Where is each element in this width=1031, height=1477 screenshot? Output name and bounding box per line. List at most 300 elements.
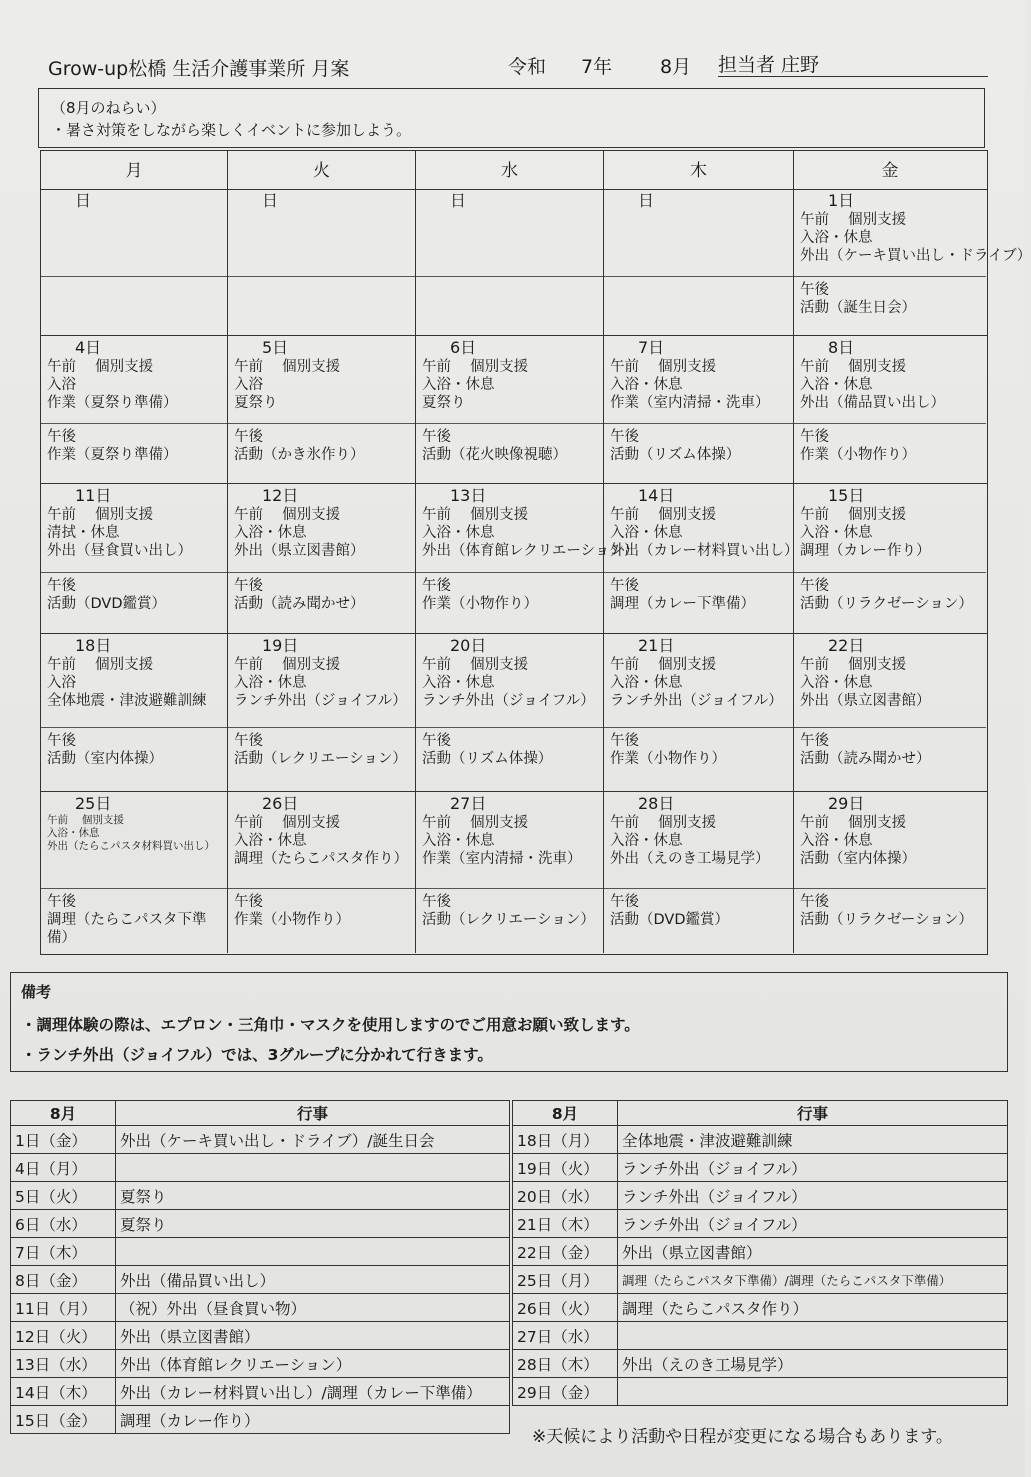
schedule-line: 午前 個別支援 <box>47 657 154 673</box>
schedule-line: 午後 <box>234 429 263 446</box>
event-description: ランチ外出（ジョイフル） <box>618 1182 1008 1210</box>
schedule-line: 午後 <box>422 578 451 595</box>
calendar-day-cell <box>604 484 799 633</box>
day-number: 15日 <box>828 486 865 505</box>
schedule-line: 午前 個別支援 <box>422 507 529 523</box>
event-row <box>11 1210 510 1238</box>
weekday-header: 金 <box>881 161 899 181</box>
event-date: 14日（木） <box>11 1378 116 1406</box>
calendar-week-row <box>41 336 987 484</box>
event-date: 15日（金） <box>11 1406 116 1434</box>
schedule-line: 作業（夏祭り準備） <box>47 395 178 411</box>
afternoon-schedule <box>604 889 793 953</box>
event-row <box>11 1182 510 1210</box>
event-date: 4日（月） <box>11 1154 116 1182</box>
afternoon-schedule <box>604 424 793 483</box>
aim-title: （8月のねらい） <box>51 99 166 117</box>
calendar-day-cell <box>416 634 604 791</box>
calendar-day-cell <box>41 189 228 335</box>
event-description <box>618 1322 1008 1350</box>
event-date: 19日（火） <box>513 1154 618 1182</box>
calendar-day-cell <box>416 336 604 483</box>
day-number: 日 <box>638 191 655 210</box>
schedule-line: 午後 <box>610 578 639 595</box>
event-row <box>11 1406 510 1434</box>
morning-schedule <box>604 634 793 728</box>
schedule-line: 作業（小物作り） <box>234 911 350 928</box>
monthly-aim-box <box>38 88 985 148</box>
afternoon-schedule <box>41 277 227 335</box>
schedule-line: ランチ外出（ジョイフル） <box>610 693 783 709</box>
event-description: 夏祭り <box>116 1182 510 1210</box>
event-row <box>11 1266 510 1294</box>
day-number: 25日 <box>75 794 112 813</box>
schedule-line: 調理（たらこパスタ下準備） <box>47 911 207 946</box>
calendar-week-row <box>41 792 987 953</box>
schedule-line: 活動（読み聞かせ） <box>234 596 365 613</box>
calendar-day-cell <box>228 336 416 483</box>
morning-schedule <box>604 189 793 277</box>
remarks-title: 備考 <box>21 983 52 1001</box>
event-row <box>11 1154 510 1182</box>
event-row <box>11 1350 510 1378</box>
event-row <box>513 1126 1008 1154</box>
event-description: 外出（県立図書館） <box>618 1238 1008 1266</box>
morning-schedule <box>41 634 227 728</box>
schedule-line: 全体地震・津波避難訓練 <box>47 693 207 709</box>
event-description: 全体地震・津波避難訓練 <box>618 1126 1008 1154</box>
schedule-line: 入浴 <box>47 675 76 691</box>
schedule-line: 午前 個別支援 <box>610 657 717 673</box>
morning-schedule <box>228 484 415 573</box>
event-row <box>513 1378 1008 1406</box>
schedule-line: 外出（県立図書館） <box>234 543 365 559</box>
schedule-line: 活動（かき氷作り） <box>234 447 365 464</box>
calendar-day-cell <box>604 634 794 791</box>
afternoon-schedule <box>416 277 603 335</box>
schedule-line: 午後 <box>47 578 76 595</box>
calendar-day-cell <box>416 792 604 953</box>
event-date: 28日（木） <box>513 1350 618 1378</box>
calendar-day-cell <box>794 336 986 483</box>
calendar-day-cell <box>794 189 1031 335</box>
schedule-line: 午前 個別支援 <box>610 815 717 831</box>
schedule-line: 入浴・休息 <box>800 833 873 849</box>
afternoon-schedule <box>604 277 793 335</box>
events-date-header: 8月 <box>513 1101 618 1126</box>
weekday-header: 火 <box>228 151 416 189</box>
remarks-box <box>10 972 1008 1072</box>
event-row <box>11 1378 510 1406</box>
schedule-line: 活動（室内体操） <box>800 851 916 867</box>
schedule-line: 午前 個別支援 <box>47 359 154 375</box>
schedule-line: 午前 個別支援 <box>610 359 717 375</box>
schedule-line: 午前 個別支援 <box>47 814 124 826</box>
afternoon-schedule <box>416 573 603 633</box>
schedule-line: 午前 個別支援 <box>800 815 907 831</box>
schedule-line: 活動（DVD鑑賞） <box>47 596 166 613</box>
event-date: 25日（月） <box>513 1266 618 1294</box>
schedule-line: 活動（レクリエーション） <box>422 911 595 928</box>
morning-schedule <box>228 634 415 728</box>
schedule-line: 入浴・休息 <box>422 525 495 541</box>
calendar-day-cell <box>794 634 986 791</box>
event-row <box>513 1322 1008 1350</box>
event-description <box>116 1238 510 1266</box>
event-description: 外出（県立図書館） <box>116 1322 510 1350</box>
event-date: 13日（水） <box>11 1350 116 1378</box>
schedule-line: 活動（DVD鑑賞） <box>610 911 729 928</box>
afternoon-schedule <box>416 889 603 953</box>
weekday-header: 木 <box>604 151 794 189</box>
schedule-line: 作業（小物作り） <box>800 447 916 464</box>
events-date-header: 8月 <box>11 1101 116 1126</box>
afternoon-schedule <box>416 424 603 483</box>
morning-schedule <box>228 792 415 889</box>
calendar-week-row <box>41 634 987 792</box>
calendar-day-cell <box>604 189 794 335</box>
event-row <box>513 1266 1008 1294</box>
schedule-line: 入浴・休息 <box>800 377 873 393</box>
year-label: 7年 <box>581 56 613 78</box>
afternoon-schedule <box>604 728 793 791</box>
day-number: 18日 <box>75 636 112 655</box>
schedule-line: 活動（誕生日会） <box>800 299 916 316</box>
schedule-line: 活動（レクリエーション） <box>234 751 407 768</box>
schedule-line: 調理（カレー下準備） <box>610 596 755 613</box>
calendar-day-cell <box>41 634 228 791</box>
schedule-line: 午後 <box>47 429 76 446</box>
schedule-line: 午前 個別支援 <box>610 507 717 523</box>
day-number: 1日 <box>828 191 855 210</box>
morning-schedule <box>604 792 793 889</box>
event-date: 22日（金） <box>513 1238 618 1266</box>
morning-schedule <box>41 189 227 277</box>
schedule-line: 活動（花火映像視聴） <box>422 447 567 464</box>
footnote: ※天候により活動や日程が変更になる場合もあります。 <box>532 1427 953 1447</box>
event-date: 5日（火） <box>11 1182 116 1210</box>
afternoon-schedule <box>604 573 793 633</box>
schedule-line: 入浴・休息 <box>422 377 495 393</box>
calendar-day-cell <box>41 792 228 953</box>
schedule-line: 外出（県立図書館） <box>800 693 931 709</box>
schedule-line: 外出（昼食買い出し） <box>47 543 192 559</box>
schedule-line: 午後 <box>234 893 263 910</box>
schedule-line: 午前 個別支援 <box>422 359 529 375</box>
event-description: 調理（たらこパスタ作り） <box>618 1294 1008 1322</box>
schedule-line: 外出（カレー材料買い出し） <box>610 543 799 559</box>
schedule-line: 活動（室内体操） <box>47 751 163 768</box>
afternoon-schedule <box>794 889 986 953</box>
schedule-line: 調理（カレー作り） <box>800 543 931 559</box>
schedule-line: 午前 個別支援 <box>234 359 341 375</box>
calendar-week-row <box>41 484 987 634</box>
day-number: 日 <box>450 191 467 210</box>
morning-schedule <box>416 792 603 889</box>
era-label: 令和 <box>508 56 547 78</box>
event-row <box>11 1238 510 1266</box>
event-date: 29日（金） <box>513 1378 618 1406</box>
schedule-line: 午前 個別支援 <box>234 657 341 673</box>
morning-schedule <box>228 189 415 277</box>
day-number: 13日 <box>450 486 487 505</box>
event-description <box>116 1154 510 1182</box>
morning-schedule <box>794 634 986 728</box>
event-date: 1日（金） <box>11 1126 116 1154</box>
schedule-line: 入浴 <box>234 377 263 393</box>
staff-label: 担当者 庄野 <box>718 50 988 77</box>
day-number: 7日 <box>638 338 665 357</box>
morning-schedule <box>416 336 603 424</box>
calendar-day-cell <box>228 792 416 953</box>
afternoon-schedule <box>228 889 415 953</box>
event-date: 7日（木） <box>11 1238 116 1266</box>
events-table-left <box>10 1100 510 1434</box>
schedule-line: 午後 <box>610 429 639 446</box>
schedule-line: 午後 <box>800 578 829 595</box>
calendar-grid <box>40 150 1031 955</box>
day-number: 28日 <box>638 794 675 813</box>
schedule-line: 作業（小物作り） <box>422 596 538 613</box>
schedule-line: 夏祭り <box>234 395 278 411</box>
event-row <box>513 1154 1008 1182</box>
afternoon-schedule <box>41 573 227 633</box>
event-description <box>618 1378 1008 1406</box>
schedule-line: 午前 個別支援 <box>234 507 341 523</box>
day-number: 日 <box>262 191 279 210</box>
event-date: 27日（水） <box>513 1322 618 1350</box>
afternoon-schedule <box>794 728 986 791</box>
schedule-line: 入浴・休息 <box>800 675 873 691</box>
schedule-line: 午後 <box>422 893 451 910</box>
schedule-line: 活動（読み聞かせ） <box>800 751 931 768</box>
schedule-line: 作業（小物作り） <box>610 751 726 768</box>
schedule-line: 午前 個別支援 <box>800 657 907 673</box>
schedule-line: 午後 <box>610 893 639 910</box>
morning-schedule <box>41 336 227 424</box>
schedule-line: 入浴・休息 <box>800 230 873 246</box>
schedule-line: 活動（リラクゼーション） <box>800 911 973 928</box>
event-date: 18日（月） <box>513 1126 618 1154</box>
calendar-day-cell <box>604 792 794 953</box>
schedule-line: 午後 <box>800 733 829 750</box>
afternoon-schedule <box>41 889 227 953</box>
schedule-line: 清拭・休息 <box>47 525 120 541</box>
schedule-line: 作業（室内清掃・洗車） <box>610 395 770 411</box>
event-description: 調理（たらこパスタ下準備）/調理（たらこパスタ下準備） <box>618 1266 1008 1294</box>
morning-schedule <box>416 484 639 573</box>
day-number: 6日 <box>450 338 477 357</box>
schedule-line: 午前 個別支援 <box>800 212 907 228</box>
schedule-line: 午後 <box>47 893 76 910</box>
event-row <box>513 1182 1008 1210</box>
schedule-line: 午後 <box>610 733 639 750</box>
event-description: 外出（備品買い出し） <box>116 1266 510 1294</box>
schedule-line: 午後 <box>800 281 829 298</box>
schedule-line: 入浴・休息 <box>800 525 873 541</box>
calendar-day-cell <box>41 336 228 483</box>
schedule-line: 入浴・休息 <box>610 675 683 691</box>
schedule-line: 入浴 <box>47 377 76 393</box>
schedule-line: 活動（リズム体操） <box>610 447 741 464</box>
header <box>48 50 988 90</box>
day-number: 12日 <box>262 486 299 505</box>
schedule-line: 外出（備品買い出し） <box>800 395 945 411</box>
afternoon-schedule <box>794 573 986 633</box>
events-event-header: 行事 <box>618 1101 1008 1126</box>
event-row <box>513 1350 1008 1378</box>
event-row <box>11 1126 510 1154</box>
morning-schedule <box>794 189 1031 277</box>
day-number: 20日 <box>450 636 487 655</box>
schedule-line: 午後 <box>422 733 451 750</box>
afternoon-schedule <box>794 424 986 483</box>
remark-item: ・調理体験の際は、エプロン・三角巾・マスクを使用しますのでご用意お願い致します。 <box>21 1016 640 1034</box>
event-date: 26日（火） <box>513 1294 618 1322</box>
afternoon-schedule <box>228 573 415 633</box>
schedule-line: 作業（夏祭り準備） <box>47 447 178 464</box>
afternoon-schedule <box>41 728 227 791</box>
event-description: 外出（カレー材料買い出し）/調理（カレー下準備） <box>116 1378 510 1406</box>
schedule-line: 入浴・休息 <box>234 833 307 849</box>
event-description: ランチ外出（ジョイフル） <box>618 1210 1008 1238</box>
morning-schedule <box>416 189 603 277</box>
schedule-line: 午前 個別支援 <box>234 815 341 831</box>
schedule-line: 外出（体育館レクリエーション） <box>422 543 639 559</box>
event-description: 外出（体育館レクリエーション） <box>116 1350 510 1378</box>
morning-schedule <box>41 484 227 573</box>
schedule-line: 入浴・休息 <box>422 833 495 849</box>
afternoon-schedule <box>228 277 415 335</box>
schedule-line: 午前 個別支援 <box>47 507 154 523</box>
day-number: 29日 <box>828 794 865 813</box>
event-date: 6日（水） <box>11 1210 116 1238</box>
schedule-line: 午前 個別支援 <box>422 657 529 673</box>
schedule-line: 作業（室内清掃・洗車） <box>422 851 582 867</box>
calendar-day-cell <box>794 792 986 953</box>
day-number: 5日 <box>262 338 289 357</box>
calendar-day-cell <box>604 336 794 483</box>
day-number: 27日 <box>450 794 487 813</box>
calendar-day-cell <box>228 484 416 633</box>
schedule-line: 入浴・休息 <box>422 675 495 691</box>
calendar-day-cell <box>416 189 604 335</box>
calendar-day-cell <box>794 484 986 633</box>
events-event-header: 行事 <box>116 1101 510 1126</box>
schedule-line: 入浴・休息 <box>610 833 683 849</box>
afternoon-schedule <box>416 728 603 791</box>
schedule-line: 調理（たらこパスタ作り） <box>234 851 408 867</box>
remark-item: ・ランチ外出（ジョイフル）では、3グループに分かれて行きます。 <box>21 1046 493 1064</box>
event-row <box>513 1238 1008 1266</box>
morning-schedule <box>604 336 793 424</box>
schedule-line: ランチ外出（ジョイフル） <box>234 693 407 709</box>
event-date: 12日（火） <box>11 1322 116 1350</box>
day-number: 4日 <box>75 338 102 357</box>
afternoon-schedule <box>228 424 415 483</box>
event-description: 外出（ケーキ買い出し・ドライブ）/誕生日会 <box>116 1126 510 1154</box>
schedule-line: 午後 <box>47 733 76 750</box>
schedule-line: 午前 個別支援 <box>800 507 907 523</box>
schedule-line: 午後 <box>234 733 263 750</box>
event-date: 21日（木） <box>513 1210 618 1238</box>
schedule-line: ランチ外出（ジョイフル） <box>422 693 595 709</box>
schedule-line: 午前 個別支援 <box>422 815 529 831</box>
event-row <box>513 1210 1008 1238</box>
event-description: 調理（カレー作り） <box>116 1406 510 1434</box>
calendar-week-row <box>41 189 1031 336</box>
day-number: 14日 <box>638 486 675 505</box>
event-description: ランチ外出（ジョイフル） <box>618 1154 1008 1182</box>
afternoon-schedule <box>794 277 986 335</box>
schedule-line: 入浴・休息 <box>234 525 307 541</box>
schedule-line: 外出（ケーキ買い出し・ドライブ） <box>800 248 1031 264</box>
schedule-line: 午前 個別支援 <box>800 359 907 375</box>
events-table-right <box>512 1100 1008 1406</box>
schedule-line: 外出（えのき工場見学） <box>610 851 770 867</box>
day-number: 日 <box>75 191 92 210</box>
schedule-line: 午後 <box>234 578 263 595</box>
morning-schedule <box>416 634 603 728</box>
event-row <box>11 1322 510 1350</box>
schedule-line: 入浴・休息 <box>610 377 683 393</box>
event-description: 夏祭り <box>116 1210 510 1238</box>
morning-schedule <box>604 484 799 573</box>
schedule-line: 外出（たらこパスタ材料買い出し） <box>47 840 215 852</box>
schedule-line: 入浴・休息 <box>234 675 307 691</box>
aim-text: ・暑さ対策をしながら楽しくイベントに参加しよう。 <box>51 121 412 139</box>
event-date: 8日（金） <box>11 1266 116 1294</box>
schedule-line: 活動（リズム体操） <box>422 751 553 768</box>
schedule-line: 午後 <box>800 429 829 446</box>
afternoon-schedule <box>228 728 415 791</box>
calendar-day-cell <box>41 484 228 633</box>
day-number: 26日 <box>262 794 299 813</box>
weekday-header: 水 <box>416 151 604 189</box>
calendar-day-cell <box>228 634 416 791</box>
day-number: 22日 <box>828 636 865 655</box>
schedule-line: 午後 <box>422 429 451 446</box>
schedule-line: 活動（リラクゼーション） <box>800 596 973 613</box>
morning-schedule <box>794 484 986 573</box>
day-number: 11日 <box>75 486 112 505</box>
weekday-header: 月 <box>41 151 228 189</box>
morning-schedule <box>794 792 986 889</box>
schedule-line: 午後 <box>800 893 829 910</box>
event-row <box>11 1294 510 1322</box>
calendar-day-cell <box>416 484 639 633</box>
event-row <box>513 1294 1008 1322</box>
schedule-line: 夏祭り <box>422 395 466 411</box>
day-number: 19日 <box>262 636 299 655</box>
morning-schedule <box>41 792 227 889</box>
day-number: 21日 <box>638 636 675 655</box>
day-number: 8日 <box>828 338 855 357</box>
schedule-line: 入浴・休息 <box>47 827 100 839</box>
morning-schedule <box>794 336 986 424</box>
weekday-header-row <box>41 151 987 190</box>
calendar-day-cell <box>228 189 416 335</box>
afternoon-schedule <box>41 424 227 483</box>
event-description: （祝）外出（昼食買い物） <box>116 1294 510 1322</box>
morning-schedule <box>228 336 415 424</box>
event-date: 11日（月） <box>11 1294 116 1322</box>
document-title: Grow-up松橋 生活介護事業所 月案 <box>48 58 350 80</box>
event-date: 20日（水） <box>513 1182 618 1210</box>
schedule-line: 入浴・休息 <box>610 525 683 541</box>
month-label: 8月 <box>660 56 692 78</box>
event-description: 外出（えのき工場見学） <box>618 1350 1008 1378</box>
